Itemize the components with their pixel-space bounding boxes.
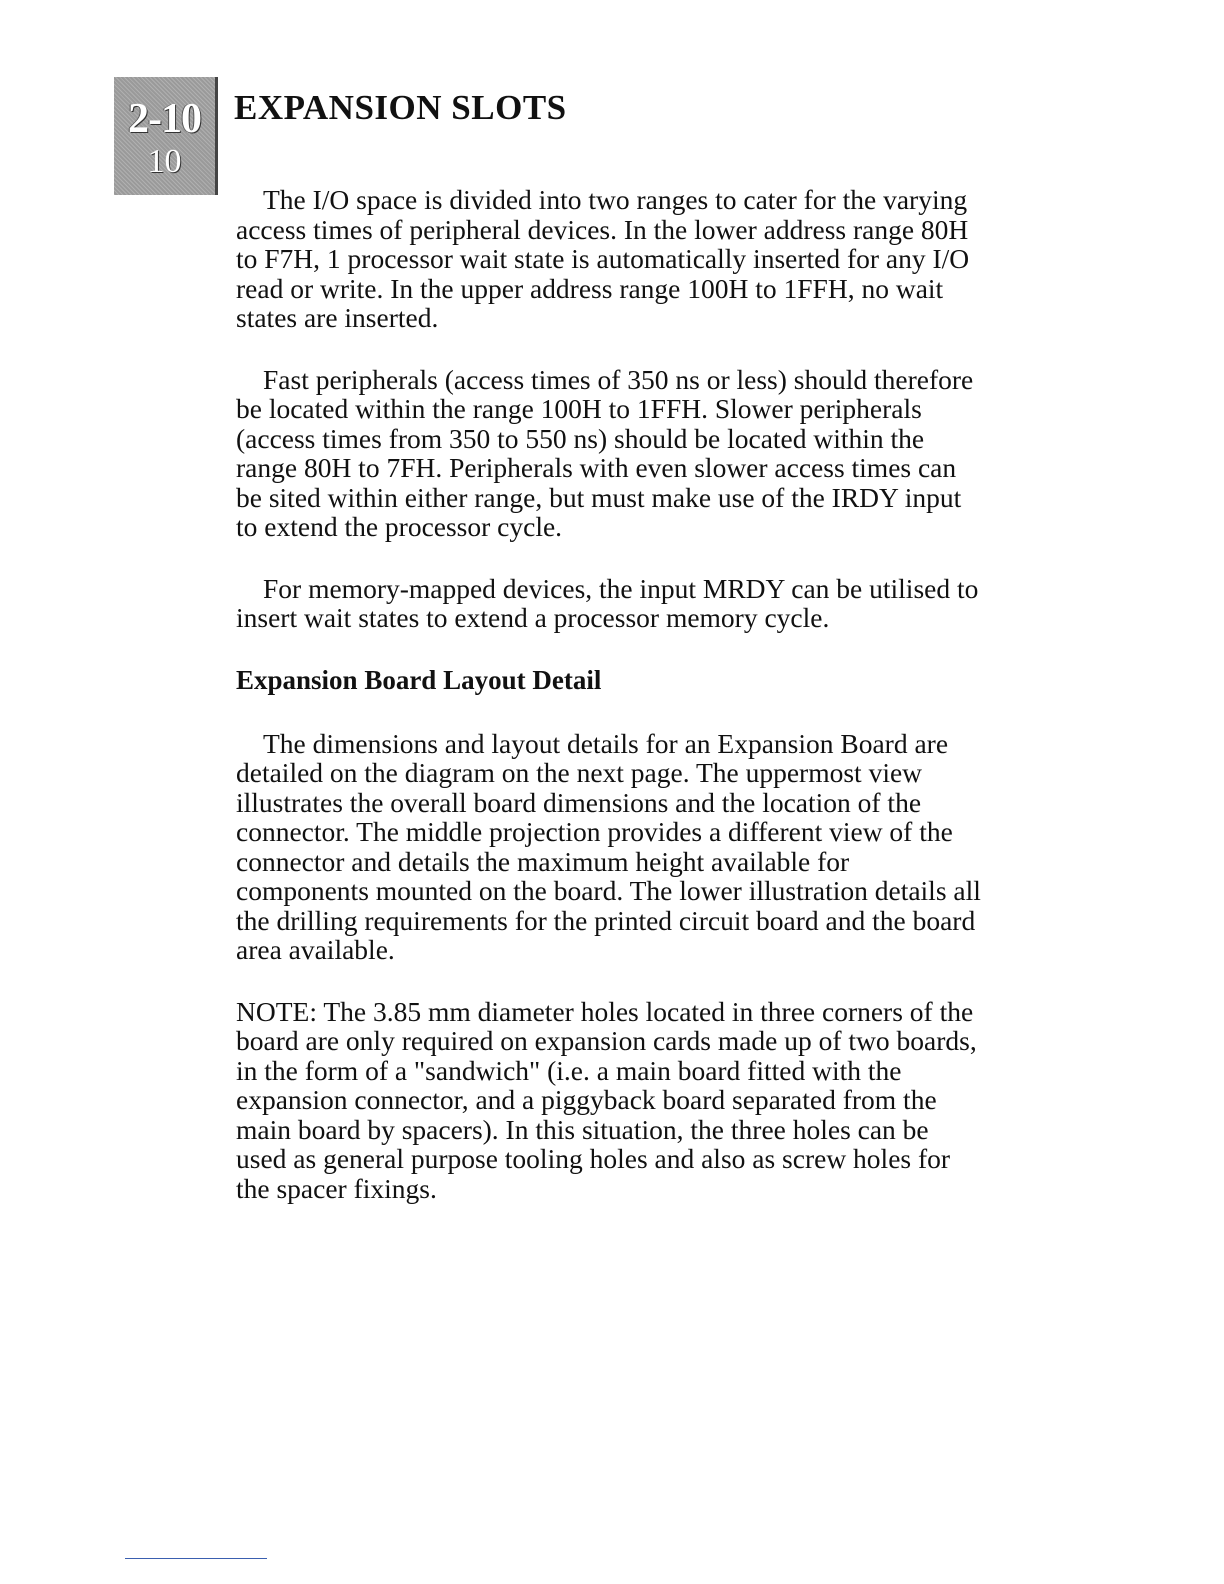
section-badge	[114, 77, 218, 195]
body-text	[236, 185, 981, 1235]
paragraph-note: NOTE: The 3.85 mm diameter holes located in three corners of the board are only required on expansion cards made up of two boards, in the form of a "sandwich" (i.e. a main board fitted with the expansion connector, and a piggyback board separated from the main board by spacers). In this situation, the three holes can be used as general purpose tooling holes and also as screw holes for the spacer fixings.	[236, 995, 977, 1204]
page-number: 10	[147, 143, 182, 180]
footer-rule	[125, 1558, 267, 1559]
paragraph-fast-peripherals: Fast peripherals (access times of 350 ns or less) should therefore be located within the range 100H to 1FFH. Slower peripherals (access times from 350 to 550 ns) should be located within the range 80H to 7FH. Peripherals with even slower access times can be sited within either range, but must make use of the IRDY input to extend the processor cycle.	[236, 363, 974, 542]
section-number: 2-10	[128, 96, 201, 142]
paragraph-io-space: The I/O space is divided into two ranges to cater for the varying access times of peripheral devices. In the lower address range 80H to F7H, 1 processor wait state is automatically inserted for any I/O read or write. In the upper address range 100H to 1FFH, no wait states are inserted.	[236, 184, 970, 333]
paragraph-memory-mapped: For memory-mapped devices, the input MRDY can be utilised to insert wait states to extend a processor memory cycle.	[236, 572, 979, 633]
page-title: EXPANSION SLOTS	[234, 88, 567, 127]
section-subheading: Expansion Board Layout Detail	[236, 664, 602, 695]
paragraph-board-layout: The dimensions and layout details for an Expansion Board are detailed on the diagram on the next page. The uppermost view illustrates the overall board dimensions and the location of the connector. The middle projection provides a different view of the connector and details the maximum height available for components mounted on the board. The lower illustration details all the drilling requirements for the printed circuit board and the board area available.	[236, 727, 981, 965]
